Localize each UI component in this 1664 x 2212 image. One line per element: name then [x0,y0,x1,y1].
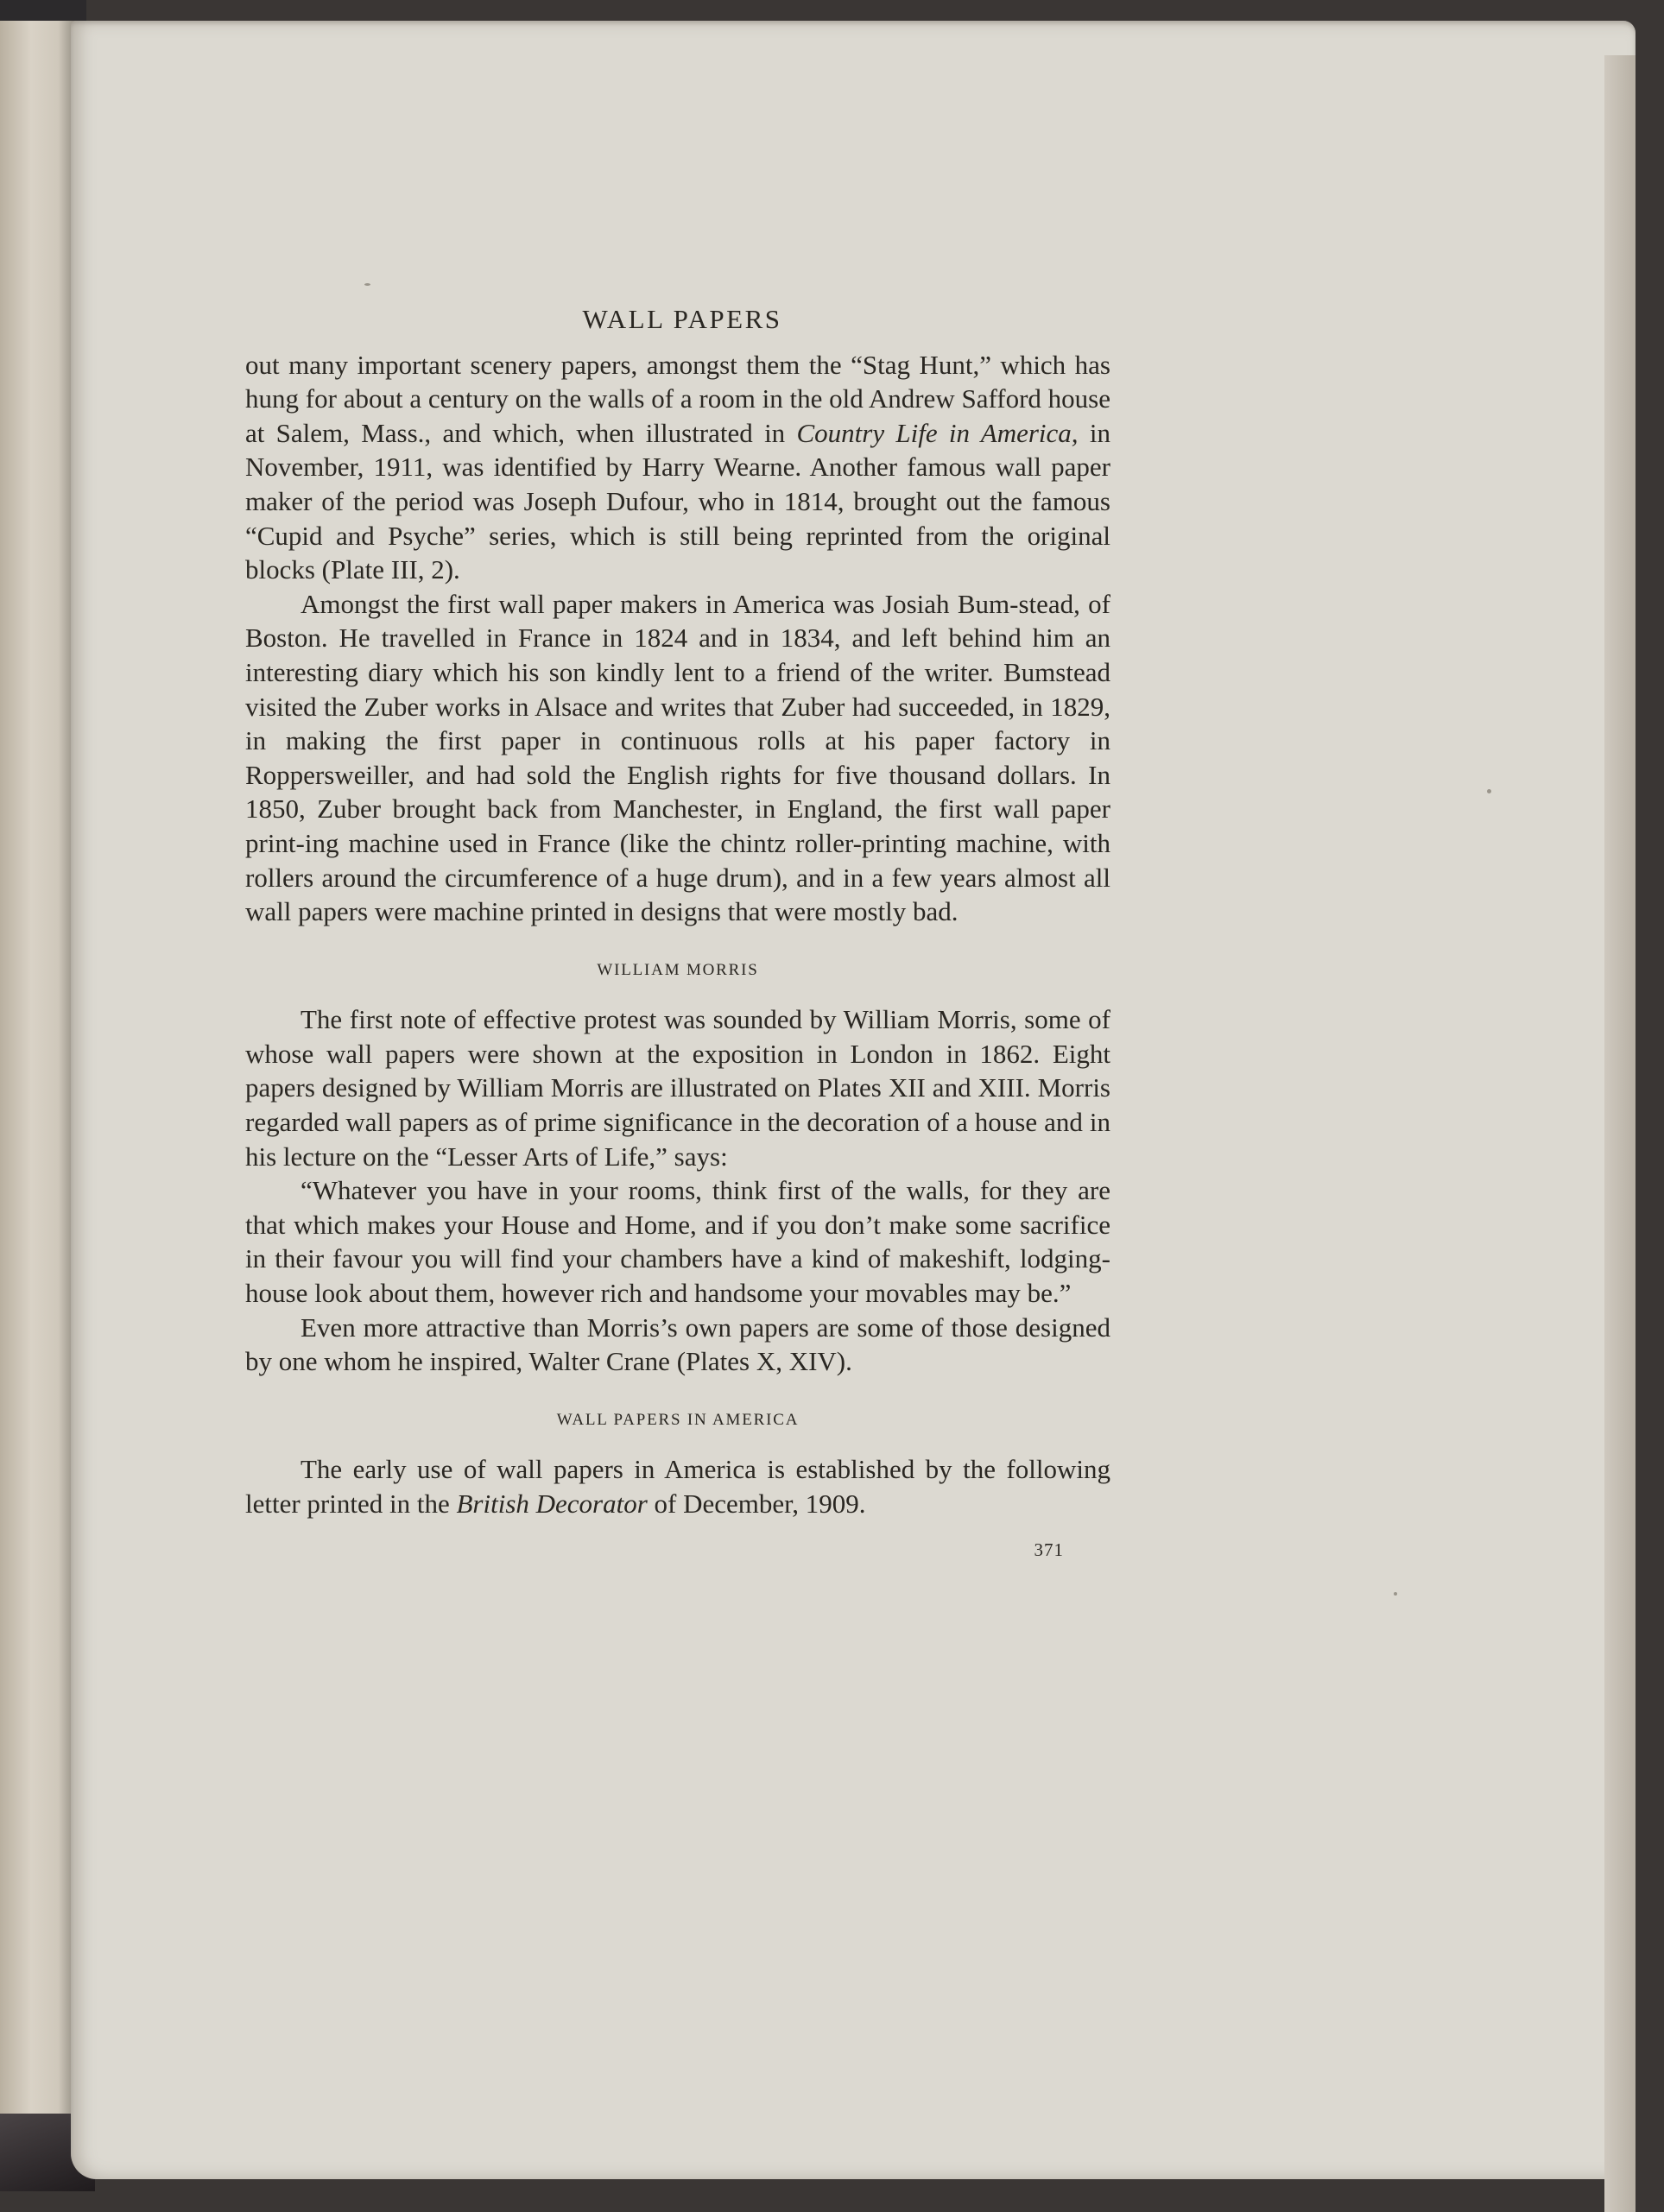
paper-speck [1394,1592,1397,1596]
paper-speck [1487,789,1491,793]
paragraph-1 [245,348,1110,587]
paragraph-1-text-end: in November, 1911, was identified by Harry Wearne. Another famous wall paper maker of the period was Joseph Dufour, who in 1814, brought out the famous “Cupid and Psyche” series, which is still being reprinted from the original blocks (Plate III, 2). [245,417,1110,585]
paragraph-3: The first note of effective protest was sounded by William Morris, some of whose wall papers were shown at the exposition in London in 1862. Eight papers designed by William Morris are illustrated on Plates XII and XIII. Morris regarded wall papers as of prime significance in the decoration of a house and in his lecture on the “Lesser Arts of Life,” says: [245,1004,1110,1172]
paragraph-6-text: The early use of wall papers in America is established by the following letter printed in the [245,1454,1110,1519]
paragraph-6 [245,1452,1110,1520]
paper-speck [364,283,370,286]
paragraph-2: Amongst the first wall paper makers in America was Josiah Bum-stead, of Boston. He travelled in France in 1824 and in 1834, and left behind him an interesting diary which his son kindly lent to a friend of the writer. Bumstead visited the Zuber works in Alsace and writes that Zuber had succeeded, in 1829, in making the first paper in continuous rolls at his paper factory in Roppersweiller, and had sold the English rights for five thousand dollars. In 1850, Zuber brought back from Manchester, in England, the first wall paper print-ing machine used in France (like the chintz roller-printing machine, with rollers around the circumference of a huge drum), and in a few years almost all wall papers were machine printed in designs that were mostly bad. [245,588,1110,927]
paragraph-5: Even more attractive than Morris’s own papers are some of those designed by one whom he inspired, Walter Crane (Plates X, XIV). [245,1311,1110,1377]
page-right-edge [1604,55,1636,2212]
section-heading-william-morris: WILLIAM MORRIS [597,960,759,979]
binding-top [0,0,86,21]
paragraph-1-text: out many important scenery papers, amongst them the “Stag Hunt,” which has hung for about a century on the walls of a room in the old Andrew Safford house at Salem, Mass., and which, when illustrated in [245,349,1110,448]
page-text [245,302,1110,1567]
paragraph-6-text-end: of December, 1909. [647,1488,866,1519]
paragraph-1-italic: Country Life in America, [796,417,1079,448]
section-heading-wall-papers-in-america: WALL PAPERS IN AMERICA [556,1410,800,1429]
quotation-paragraph: “Whatever you have in your rooms, think first of the walls, for they are that which makes your House and Home, and if you don’t make some sacrifice in their favour you will find your chambers have a kind of makeshift, lodging-house look about them, however rich and handsome your movables may be.” [245,1175,1110,1309]
paragraph-6-italic: British Decorator [456,1488,648,1519]
running-head: WALL PAPERS [582,304,782,334]
left-page-edge [0,0,78,2191]
page-number: 371 [1034,1539,1064,1560]
